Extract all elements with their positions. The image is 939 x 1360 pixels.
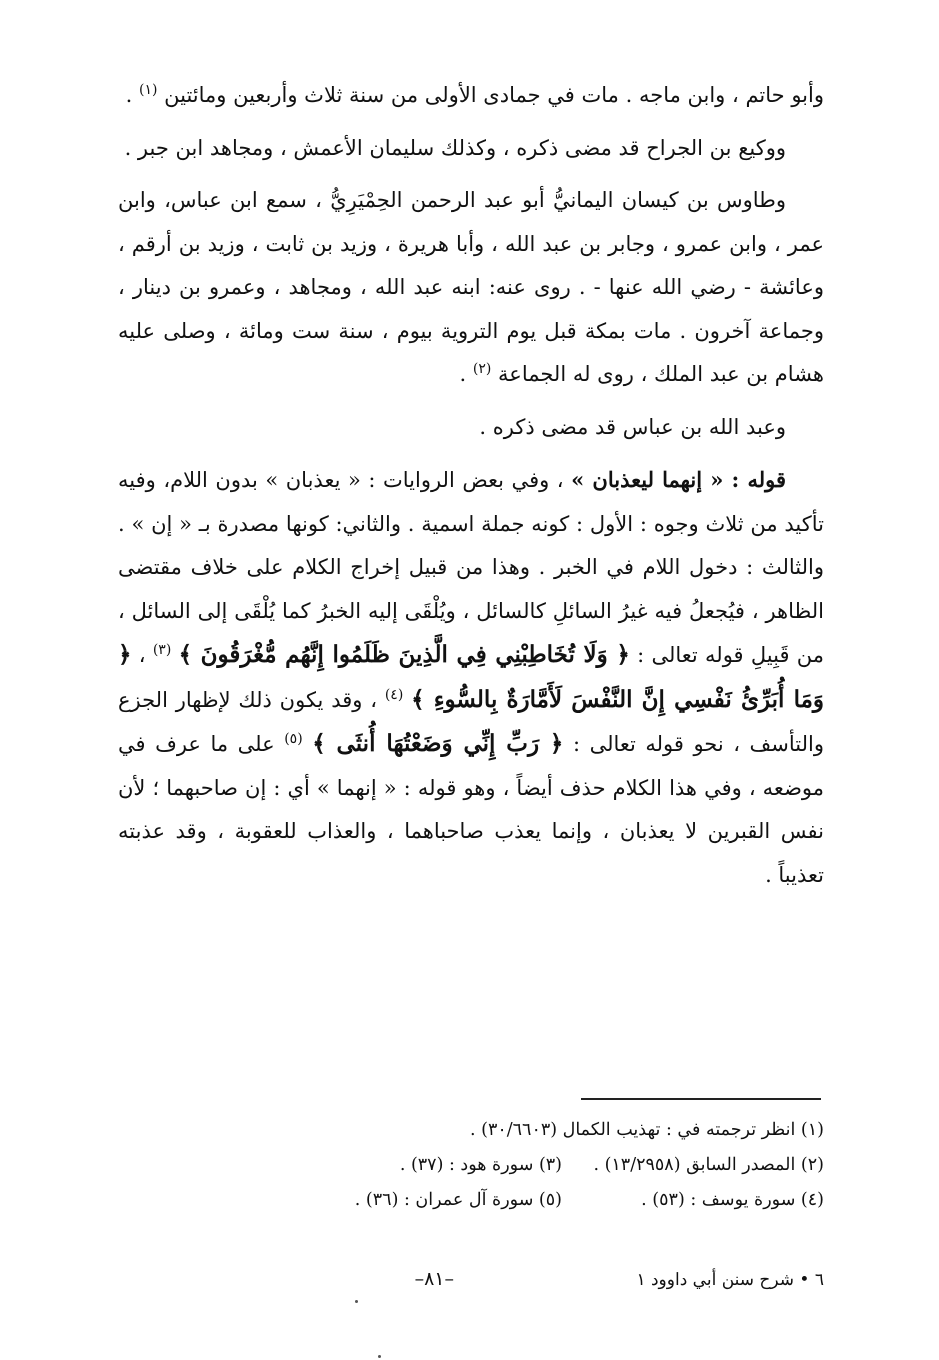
footnote-ref-4: (٤)	[384, 686, 404, 703]
footnote-ref-3: (٣)	[152, 642, 172, 658]
paragraph-4: وعبد الله بن عباس قد مضى ذكره .	[479, 414, 786, 439]
paragraph-1-text: وأبو حاتم ، وابن ماجه . مات في جمادى الأولى من سنة ثلاث وأربعين ومائتين	[164, 83, 824, 107]
quran-verse-1: ﴿ وَلَا تُخَاطِبْنِي فِي الَّذِينَ ظَلَمُوا إِنَّهُم مُّغْرَقُونَ ﴾	[178, 641, 630, 668]
paragraph-5	[118, 458, 824, 897]
scan-speck	[378, 1355, 381, 1358]
paragraph-3	[118, 179, 824, 397]
footnote-row-2	[118, 1148, 824, 1183]
paragraph-2: ووكيع بن الجراح قد مضى ذكره ، وكذلك سليمان الأعمش ، ومجاهد ابن جبر .	[124, 135, 786, 160]
footnote-5: (٥) سورة آل عمران : (٣٦) .	[354, 1190, 562, 1210]
paragraph-3-end: .	[459, 362, 473, 386]
footnote-row-3	[118, 1183, 824, 1218]
footnote-row-1	[118, 1113, 824, 1148]
footnote-ref-5: (٥)	[284, 731, 303, 747]
scan-speck	[355, 1300, 358, 1303]
page-number: –٨١–	[414, 1268, 454, 1290]
footnotes	[118, 1113, 824, 1218]
main-text	[118, 74, 824, 906]
quran-verse-2: ﴿ وَمَا أُبَرِّئُ نَفْسِي إِنَّ النَّفْسَ لَأَمَّارَةٌ بِالسُّوءِ ﴾	[118, 641, 824, 713]
paragraph-1-end: .	[125, 83, 139, 107]
hadith-lead-phrase: قوله : « إنهما ليعذبان »	[571, 467, 786, 492]
quran-verse-3: ﴿ رَبِّ إِنِّي وَضَعْتُهَا أُنثَى ﴾	[312, 730, 564, 757]
footnote-4: (٤) سورة يوسف : (٥٣) .	[641, 1190, 824, 1210]
footnote-ref-2: (٢)	[472, 361, 492, 377]
paragraph-5-text-2: ، وقد يكون ذلك لإظهار الجزع والتأسف ، نحو قوله تعالى :	[118, 687, 824, 756]
verse-separator: ،	[131, 643, 153, 667]
footnote-2: (٢) المصدر السابق (١٣/٢٩٥٨) .	[593, 1155, 824, 1175]
paragraph-5-text-3: على ما عرف في موضعه ، وفي هذا الكلام حذف أيضاً ، وهو قوله : « إنهما » أي : إن صاحبهما ؛ لأن نفس القبرين لا يعذبان ، وإنما يعذب صاحباهما ، والعذاب للعقوبة ، وقد عذبته تعذيباً .	[118, 732, 824, 887]
paragraph-3-text: وطاوس بن كيسان اليمانيُّ أبو عبد الرحمن الحِمْيَرِيُّ ، سمع ابن عباس، وابن عمر ، وابن عمرو ، وجابر بن عبد الله ، وأبا هريرة ، وزيد بن ثابت ، وزيد بن أرقم ، وعائشة - رضي الله عنها - . روى عنه: ابنه عبد الله ، ومجاهد ، وعمرو بن دينار ، وجماعة آخرون . مات بمكة قبل يوم التروية بيوم ، سنة ست ومائة ، وصلى عليه هشام بن عبد الملك ، روى له الجماعة	[118, 188, 824, 386]
footnote-1: (١) انظر ترجمته في : تهذيب الكمال (٣٠/٦٦٠٣) .	[470, 1120, 824, 1140]
footnote-3: (٣) سورة هود : (٣٧) .	[399, 1155, 562, 1175]
page-footer	[118, 1262, 824, 1302]
footnote-separator-rule	[581, 1098, 821, 1100]
paragraph-1	[118, 74, 824, 118]
footnote-ref-1: (١)	[138, 82, 158, 98]
paragraph-5-text-1: ، وفي بعض الروايات : « يعذبان » بدون اللام، وفيه تأكيد من ثلاث وجوه : الأول : كونه جملة اسمية . والثاني: كونها مصدرة بـ « إن » . والثالث : دخول اللام في الخبر . وهذا من قبيل إخراج الكلام على خلاف مقتضى الظاهر ، فيُجعلُ فيه غيرُ السائلِ كالسائل ، ويُلْقَى إليه الخبرُ كما يُلْقَى إلى السائل ، من قَبِيلِ قوله تعالى :	[118, 468, 824, 667]
book-series-label: ٦ • شرح سنن أبي داوود ١	[636, 1270, 824, 1290]
